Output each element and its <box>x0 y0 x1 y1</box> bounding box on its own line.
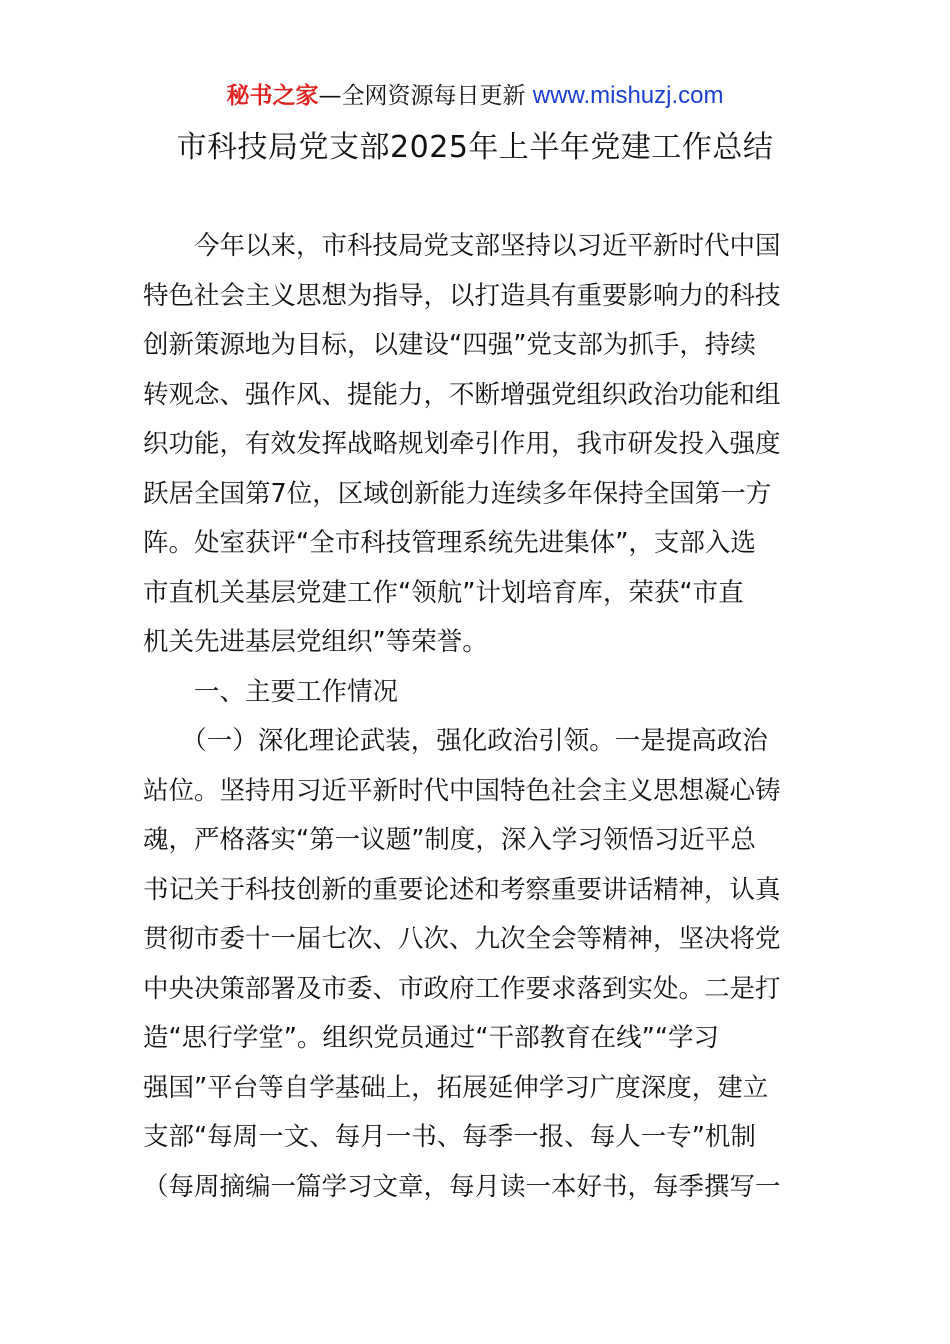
paragraph-line: 跃居全国第7位，区域创新能力连续多年保持全国第一方 <box>143 478 772 509</box>
paragraph-line: （每周摘编一篇学习文章，每月读一本好书，每季撰写一 <box>143 1171 781 1202</box>
paragraph-line: 贯彻市委十一届七次、八次、九次全会等精神，坚决将党 <box>143 924 781 954</box>
paragraph-line: 中央决策部署及市委、市政府工作要求落到实处。二是打 <box>143 973 781 1004</box>
paragraph-line: 转观念、强作风、提能力，不断增强党组织政治功能和组 <box>143 379 781 410</box>
paragraph-line: 书记关于科技创新的重要论述和考察重要讲话精神，认真 <box>143 874 781 905</box>
paragraph-line: 强国”平台等自学基础上，拓展延伸学习广度深度，建立 <box>143 1072 769 1103</box>
site-url[interactable]: www.mishuzj.com <box>532 82 724 109</box>
paragraph-line: 市直机关基层党建工作“领航”计划培育库，荣获“市直 <box>143 577 744 608</box>
paragraph-line: 造“思行学堂”。组织党员通过“干部教育在线”“学习 <box>143 1023 720 1053</box>
site-tagline: —全网资源每日更新 <box>318 83 533 109</box>
paragraph-line: 今年以来，市科技局党支部坚持以习近平新时代中国 <box>143 231 781 261</box>
paragraph-line: （一）深化理论武装，强化政治引领。一是提高政治 <box>143 726 768 756</box>
paragraph-line: 织功能，有效发挥战略规划牵引作用，我市研发投入强度 <box>143 429 781 459</box>
paragraph-line: 特色社会主义思想为指导，以打造具有重要影响力的科技 <box>143 280 781 311</box>
section-heading: 一、主要工作情况 <box>143 676 399 707</box>
site-header <box>0 80 950 112</box>
paragraph-line: 机关先进基层党组织”等荣誉。 <box>143 627 488 657</box>
paragraph-line: 创新策源地为目标，以建设“四强”党支部为抓手，持续 <box>143 330 756 360</box>
paragraph-line: 支部“每周一文、每月一书、每季一报、每人一专”机制 <box>143 1122 756 1152</box>
paragraph-line: 魂，严格落实“第一议题”制度，深入学习领悟习近平总 <box>143 825 756 855</box>
paragraph-line: 阵。处室获评“全市科技管理系统先进集体”，支部入选 <box>143 528 756 558</box>
document-body <box>143 222 808 1212</box>
site-brand: 秘书之家 <box>226 83 319 109</box>
document-title: 市科技局党支部2025年上半年党建工作总结 <box>176 130 774 165</box>
paragraph-line: 站位。坚持用习近平新时代中国特色社会主义思想凝心铸 <box>143 775 781 806</box>
